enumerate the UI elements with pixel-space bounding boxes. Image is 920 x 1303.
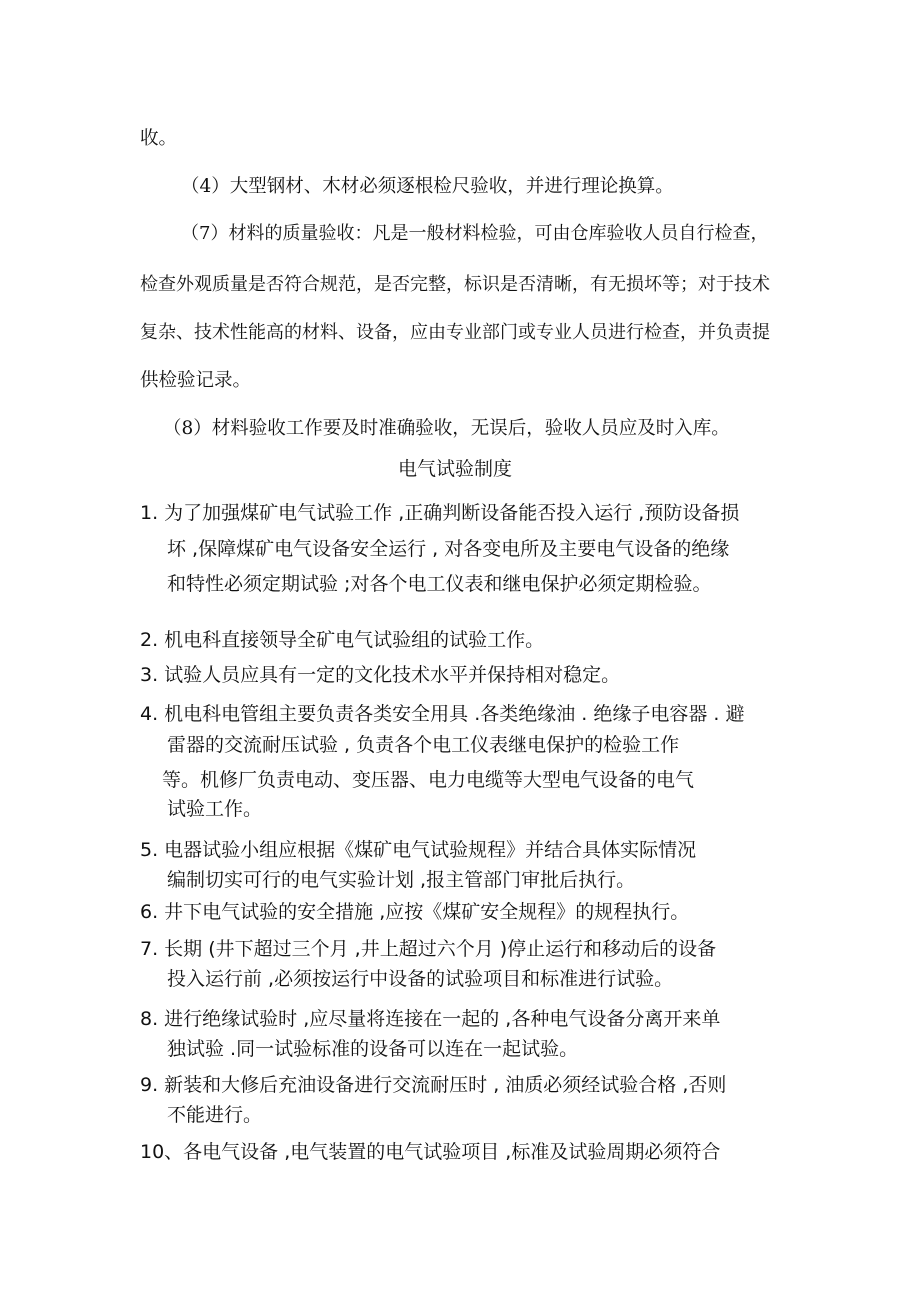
- item-5-line-2: 编制切实可行的电气实验计划 ,报主管部门审批后执行。: [167, 869, 636, 891]
- item-4-line-1: 4. 机电科电管组主要负责各类安全用具 .各类绝缘油 . 绝缘子电容器 . 避: [140, 703, 745, 725]
- intro-line-5: 复杂、技术性能高的材料、设备，应由专业部门或专业人员进行检查，并负责提: [140, 322, 770, 343]
- item-4-line-4: 试验工作。: [167, 798, 263, 820]
- item-7-line-2: 投入运行前 ,必须按运行中设备的试验项目和标准进行试验。: [167, 968, 674, 990]
- item-1-line-3: 和特性必须定期试验 ;对各个电工仪表和继电保护必须定期检验。: [167, 573, 712, 595]
- item-2: 2. 机电科直接领导全矿电气试验组的试验工作。: [140, 629, 545, 651]
- item-4-line-2: 雷器的交流耐压试验 , 负责各个电工仪表继电保护的检验工作: [167, 734, 680, 756]
- intro-line-7: （8）材料验收工作要及时准确验收，无误后，验收人员应及时入库。: [163, 418, 730, 439]
- intro-line-2: （4）大型钢材、木材必须逐根检尺验收，并进行理论换算。: [181, 176, 674, 197]
- intro-line-4: 检查外观质量是否符合规范，是否完整，标识是否清晰，有无损坏等；对于技术: [140, 274, 770, 295]
- section-title: 电气试验制度: [398, 458, 513, 480]
- item-10: 10、各电气设备 ,电气装置的电气试验项目 ,标准及试验周期必须符合: [140, 1141, 721, 1163]
- item-1-line-2: 坏 ,保障煤矿电气设备安全运行 , 对各变电所及主要电气设备的绝缘: [167, 538, 730, 560]
- item-9-line-1: 9. 新装和大修后充油设备进行交流耐压时 , 油质必须经试验合格 ,否则: [140, 1074, 727, 1096]
- item-4-line-3: 等。机修厂负责电动、变压器、电力电缆等大型电气设备的电气: [162, 769, 695, 791]
- intro-line-6: 供检验记录。: [140, 370, 252, 391]
- item-8-line-2: 独试验 .同一试验标准的设备可以连在一起试验。: [167, 1038, 579, 1060]
- item-6: 6. 井下电气试验的安全措施 ,应按《煤矿安全规程》的规程执行。: [140, 901, 690, 923]
- intro-line-1: 收。: [140, 128, 178, 149]
- item-1-line-1: 1. 为了加强煤矿电气试验工作 ,正确判断设备能否投入运行 ,预防设备损: [140, 502, 740, 524]
- item-9-line-2: 不能进行。: [167, 1104, 263, 1126]
- intro-line-3: （7）材料的质量验收：凡是一般材料检验，可由仓库验收人员自行检查，: [181, 223, 769, 244]
- item-8-line-1: 8. 进行绝缘试验时 ,应尽量将连接在一起的 ,各种电气设备分离开来单: [140, 1008, 721, 1030]
- item-7-line-1: 7. 长期 (井下超过三个月 ,井上超过六个月 )停止运行和移动后的设备: [140, 938, 717, 960]
- item-3: 3. 试验人员应具有一定的文化技术水平并保持相对稳定。: [140, 664, 621, 686]
- item-5-line-1: 5. 电器试验小组应根据《煤矿电气试验规程》并结合具体实际情况: [140, 839, 697, 861]
